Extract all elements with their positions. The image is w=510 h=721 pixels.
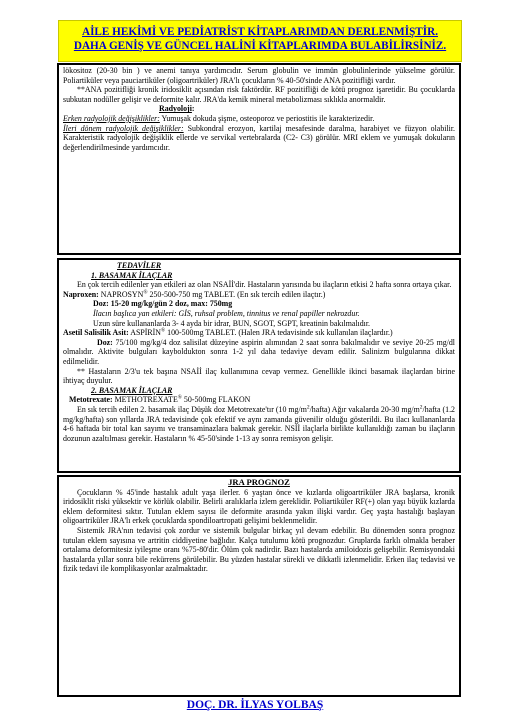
aspirin-line: [63, 328, 455, 338]
naproxen-monitoring: Uzun süre kullananlarda 3- 4 ayda bir idrar, BUN, SGOT, SGPT, kreatinin bakılmalıdır.: [93, 318, 371, 328]
naproxen-form: 250-500-750 mg TABLET. (En sık tercih edilen ilaçtır.): [147, 289, 326, 299]
early-radiology-label: Erken radyolojik değişiklikler:: [63, 113, 160, 123]
treatment-title-row: [63, 261, 455, 271]
nsaid-paragraph: En çok tercih edilenler yan etkileri az olan NSAİİ'dir. Hastaların yarısında bu ilaçların etkisi 2 hafta sonra ortaya çıkar.: [77, 280, 452, 290]
methotrexate-line: [63, 395, 455, 405]
aspirin-dose-label: Doz:: [97, 337, 113, 347]
prognosis-title: JRA PROGNOZ: [228, 477, 290, 487]
registered-mark: ®: [143, 289, 148, 296]
aspirin-dose-text: 75/100 mg/kg/4 doz salisilat düzeyine aspirin alımından 2 saat sonra bakılmalıdır ve seviye 20-25 mg/dl olmalıdır. Aktivite bulguları kayboldukton sonra 1-2 yıl daha tedaviye devam edilir. Salinizm bulgularına dikkat edilmelidir.: [63, 337, 455, 366]
banner-line-2: DAHA GENİŞ VE GÜNCEL HALİNİ KİTAPLARIMDA BULABİLİRSİNİZ.: [73, 39, 447, 52]
naproxen-label: Naproxen:: [63, 289, 99, 299]
first-line-heading: 1. BASAMAK İLAÇLAR: [91, 270, 173, 280]
banner-line-1: AİLE HEKİMİ VE PEDİATRİST KİTAPLARIMDAN DERLENMİŞTİR.: [82, 26, 438, 38]
superscript-2: 2: [419, 404, 423, 411]
first-line-heading-row: [63, 271, 455, 281]
treatment-box: [57, 258, 461, 473]
registered-mark: ®: [161, 327, 166, 334]
lab-paragraph: lökositoz (20-30 bin ) ve anemi tanıya yardımcıdır. Serum globulin ve immün globulinlerinde yükselme görülür. Poliartiküler veya pauciartiküler (oligoartriküler) JRA'lı çocukların % 40-50'sinde ANA pozitifliği vardır.: [63, 66, 455, 85]
methotrexate-text-a: En sık tercih edilen 2. basamak ilaç Düşük doz Metotrexate'tır (10 mg/m: [77, 404, 307, 414]
radiology-heading-row: Radyoloji:: [159, 104, 195, 114]
methotrexate-text-c: /hafta (1.2 mg/kg/hafta) son yıllarda JRA tedavisinde çok efektif ve aynı zamanda güvenilir olduğu gösterildi. Bu ilacı kullananlarda 4-6 haftada bir total kan sayımı ve transaminazlara bakmak gerekir. NSİİ ilaçlarla birlikte kullanıldığı zaman bu ilaçların dozunun azaltılması gerekir. Hastaların % 45-50'sinde 1-13 ay sonra remisyon gelişir.: [63, 404, 455, 443]
early-radiology-text: Yumuşak dokuda şişme, osteoporoz ve periostitis ile karakterizedir.: [159, 113, 375, 123]
second-line-heading-row: [63, 386, 455, 396]
late-radiology-label: İleri dönem radyolojik değişiklikler:: [63, 123, 184, 133]
late-radiology-paragraph: [63, 124, 455, 153]
naproxen-brand: NAPROSYN: [98, 289, 144, 299]
prognosis-box: [57, 475, 461, 697]
aspirin-label: Asetil Salisilik Asit:: [63, 328, 129, 338]
prognosis-paragraph-2: Sistemik JRA'nın tedavisi çok zordur ve sistemik bulgular birkaç yıl devam edebilir. Bu dönemden sonra prognoz tutulan eklem sayısına ve artritin ciddiyetine bağlıdır. Kalça tutulumu kötü prognozdur. Gruplarda farklı olmakla beraber ortalama deformitesiz iyileşme oranı %75-80'dir. Ölüm çok nadirdir. Bazı hastalarda amiloidozis gelişebilir. Remisyondaki hastalarda yıllar sonra bile rekürrens görülebilir. Bu yüzden hastalar sürekli ve dikkatli izlenmelidir. Erken ilaç tedavisi ve fizik tedavi ile komplikasyonlar azalmaktadır.: [63, 525, 455, 574]
superscript-2: 2: [306, 404, 310, 411]
methotrexate-brand: METHOTREXATE: [112, 395, 178, 405]
second-line-heading: 2. BASAMAK İLAÇLAR: [91, 385, 173, 395]
aspirin-form: 100-500mg TABLET. (Halen JRA tedavisinde sık kullanılan ilaçlardır.): [165, 328, 393, 338]
naproxen-side-effects: İlacın başlıca yan etkileri: GİS, ruhsal problem, tinnitus ve renal papiller nekrozdur.: [93, 308, 360, 318]
header-banner: [58, 20, 462, 62]
author-signature: DOÇ. DR. İLYAS YOLBAŞ: [186, 699, 324, 711]
methotrexate-paragraph: [63, 405, 455, 443]
registered-mark: ®: [177, 394, 182, 401]
aspirin-brand: ASPİRİN: [128, 328, 161, 338]
nsaid-response-note: ** Hastaların 2/3'u tek başına NSAİİ ilaç kullanımına cevap vermez. Genellikle ikinci basamak ilaçlardan birine ihtiyaç duyulur.: [63, 366, 455, 386]
methotrexate-text-b: /hafta) Ağır vakalarda 20-30 mg/m: [309, 404, 420, 414]
naproxen-line: [63, 290, 455, 300]
aspirin-dose-paragraph: [63, 338, 455, 367]
radiology-heading: Radyoloji: [159, 104, 192, 114]
treatment-title: TEDAVİLER: [117, 261, 162, 270]
naproxen-dose: Doz: 15-20 mg/kg/gün 2 doz, max: 750mg: [93, 299, 233, 309]
methotrexate-label: Metotrexate:: [69, 395, 113, 405]
early-radiology-paragraph: [63, 114, 455, 124]
prognosis-paragraph-1: Çocukların % 45'inde hastalık adult yaşa ilerler. 6 yaştan önce ve kızlarda oligoartriküler JRA başlarsa, kronik iridosiklit riski yüksektir ve körlük olabilir. Belirli aralıklarla izlem gereklidir. Poliartiküler RF(+) olan yaşı büyük kızlarda eklem deformitesi sıktır. Tutulan eklem sayısı ile deformite arasında yakın ilişki vardır. Geç yaşta hastalığı başlayan oligoartriküler JRA'lı erkek çocuklarda spondiloartropati gelişimi beklenmelidir.: [63, 487, 455, 526]
ana-paragraph: **ANA pozitifliği kronik iridosiklit açısından risk faktördür. RF pozitifliği de kötü prognoz işaretidir. Bu çocuklarda subkutan nodüller gelişir ve deformite kalır. JRA'da kemik mineral metabolizması sıklıkla anormaldir.: [63, 85, 455, 104]
lab-radiology-box: [57, 63, 461, 255]
methotrexate-form: 50-500mg FLAKON: [181, 395, 251, 405]
late-radiology-text: Subkondral erozyon, kartilaj mesafesinde daralma, harabiyet ve füzyon olabilir. Karakteristik radyolojik değişiklik ellerde ve servikal vertebralarda (C2- C3) görülür. MRI eklem ve yumuşak dokuların değerlendirilmesinde yardımcıdır.: [63, 123, 456, 152]
